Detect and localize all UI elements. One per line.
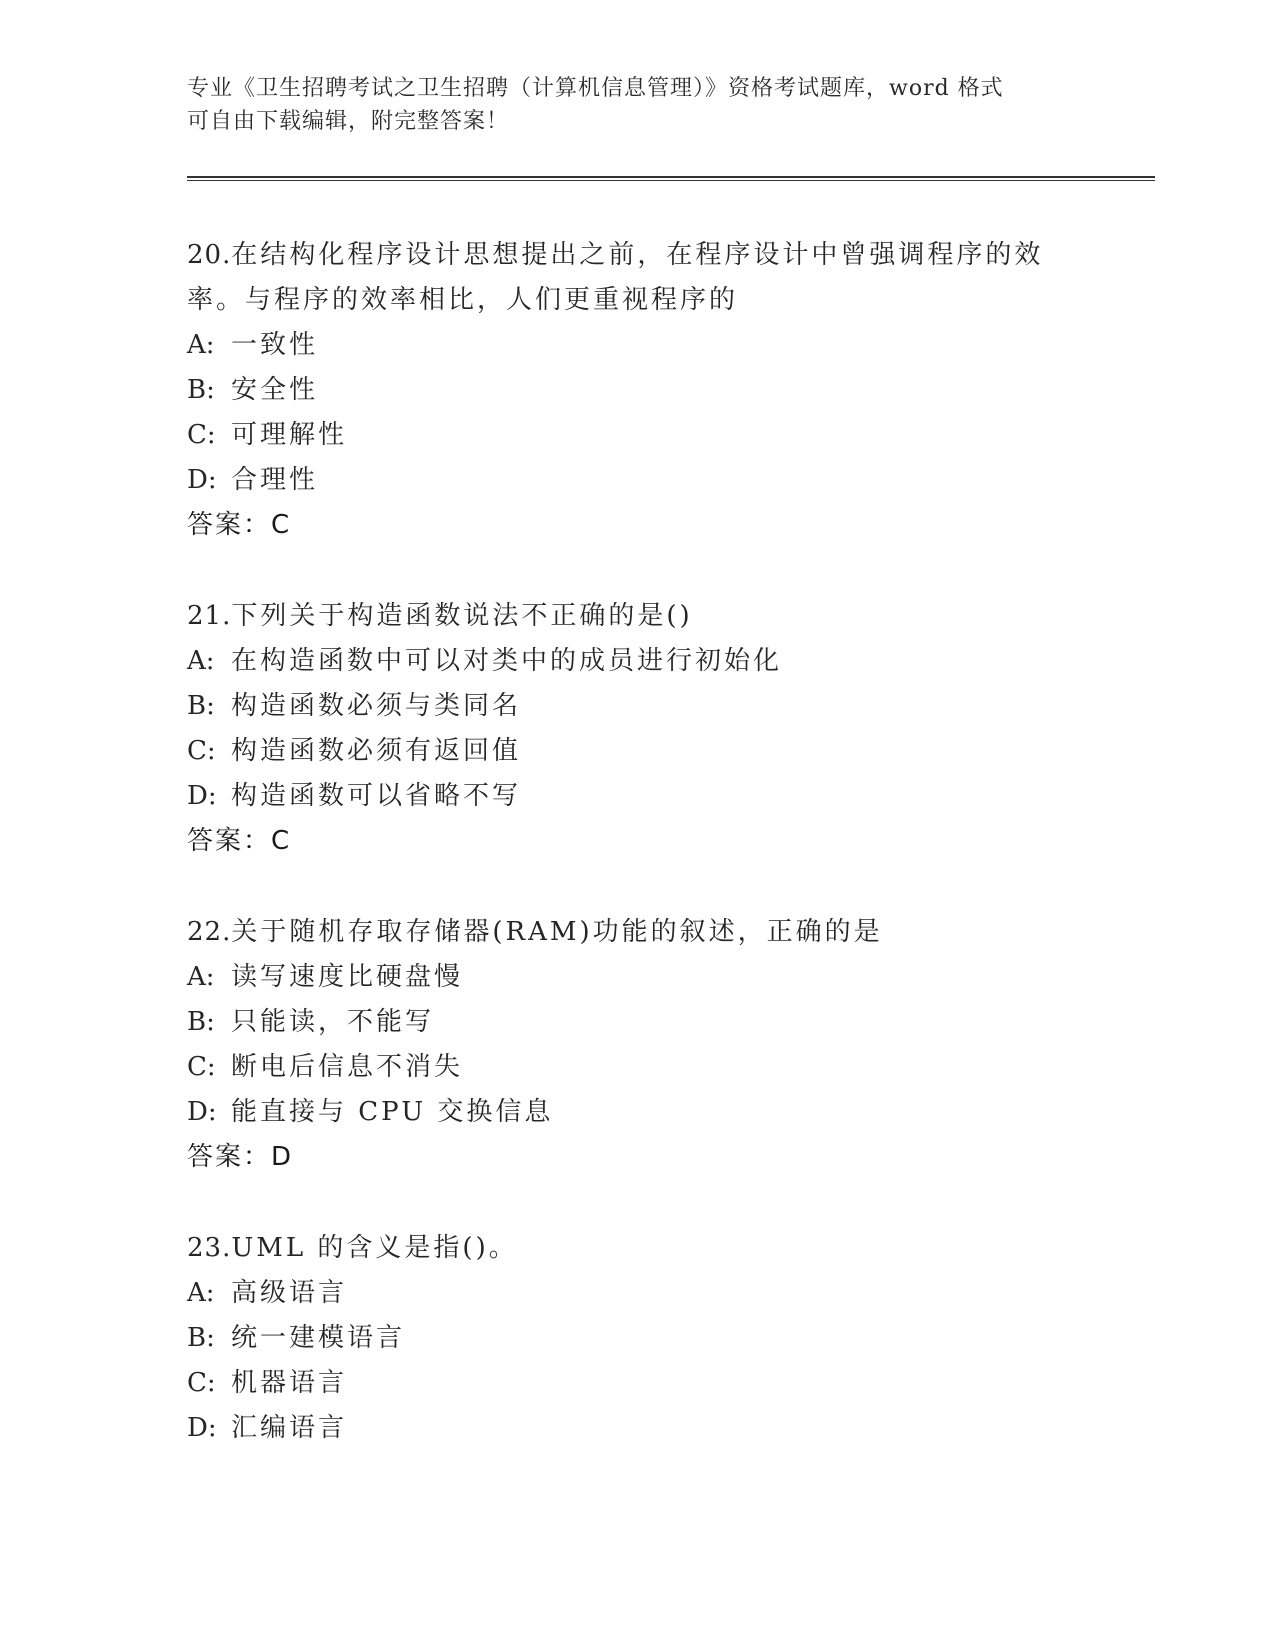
document-header xyxy=(187,72,1087,138)
option-letter: A: xyxy=(187,962,215,992)
option-text: 在构造函数中可以对类中的成员进行初始化 xyxy=(231,646,783,676)
header-line-1: 专业《卫生招聘考试之卫生招聘（计算机信息管理）》资格考试题库，word 格式 xyxy=(187,76,1004,101)
option-letter: D: xyxy=(187,1413,217,1443)
question-number: 20. xyxy=(187,240,232,270)
option-b xyxy=(187,684,1087,729)
option-text: 只能读，不能写 xyxy=(231,1007,435,1037)
question-stem: 关于随机存取存储器(RAM)功能的叙述，正确的是 xyxy=(231,917,883,947)
option-c xyxy=(187,729,1087,774)
option-a xyxy=(187,1271,1087,1316)
answer-line: 答案：D xyxy=(187,1142,294,1172)
question-number: 22. xyxy=(187,917,232,947)
option-letter: C: xyxy=(187,1368,216,1398)
option-letter: B: xyxy=(187,1323,215,1353)
option-letter: A: xyxy=(187,1278,215,1308)
question-text xyxy=(187,233,1087,323)
question-stem: UML 的含义是指()。 xyxy=(231,1233,518,1263)
option-b xyxy=(187,368,1087,413)
option-c xyxy=(187,413,1087,458)
question-stem: 下列关于构造函数说法不正确的是() xyxy=(231,601,693,631)
option-letter: C: xyxy=(187,420,216,450)
question-text xyxy=(187,1226,1087,1271)
option-text: 合理性 xyxy=(231,465,319,495)
option-b xyxy=(187,1316,1087,1361)
question-23 xyxy=(187,1226,1087,1451)
header-line-2: 可自由下载编辑，附完整答案！ xyxy=(187,109,510,134)
question-21 xyxy=(187,594,1087,864)
option-c xyxy=(187,1045,1087,1090)
option-text: 构造函数可以省略不写 xyxy=(231,781,522,811)
option-letter: C: xyxy=(187,736,216,766)
question-20 xyxy=(187,233,1087,548)
option-text: 汇编语言 xyxy=(231,1413,348,1443)
option-c xyxy=(187,1361,1087,1406)
option-text: 一致性 xyxy=(231,330,319,360)
question-text xyxy=(187,910,1087,955)
question-text xyxy=(187,594,1087,639)
option-text: 机器语言 xyxy=(231,1368,348,1398)
option-letter: B: xyxy=(187,1007,215,1037)
option-letter: A: xyxy=(187,646,215,676)
question-stem: 在结构化程序设计思想提出之前，在程序设计中曾强调程序的效率。与程序的效率相比，人们更重视程序的 xyxy=(187,240,1044,315)
option-text: 构造函数必须有返回值 xyxy=(231,736,522,766)
option-letter: C: xyxy=(187,1052,216,1082)
header-divider xyxy=(187,176,1155,181)
question-list xyxy=(187,233,1087,1497)
option-letter: B: xyxy=(187,691,215,721)
question-number: 21. xyxy=(187,601,232,631)
option-d xyxy=(187,1406,1087,1451)
option-b xyxy=(187,1000,1087,1045)
answer-line: 答案：C xyxy=(187,510,292,540)
option-d xyxy=(187,458,1087,503)
option-letter: A: xyxy=(187,330,215,360)
option-a xyxy=(187,323,1087,368)
option-letter: D: xyxy=(187,781,217,811)
option-text: 读写速度比硬盘慢 xyxy=(231,962,464,992)
option-d xyxy=(187,774,1087,819)
option-text: 构造函数必须与类同名 xyxy=(231,691,522,721)
option-text: 安全性 xyxy=(231,375,319,405)
option-d xyxy=(187,1090,1087,1135)
option-letter: D: xyxy=(187,465,217,495)
option-text: 高级语言 xyxy=(231,1278,348,1308)
option-a xyxy=(187,639,1087,684)
question-22 xyxy=(187,910,1087,1180)
option-text: 断电后信息不消失 xyxy=(231,1052,464,1082)
answer-line: 答案：C xyxy=(187,826,292,856)
option-text: 能直接与 CPU 交换信息 xyxy=(231,1097,554,1127)
option-letter: D: xyxy=(187,1097,217,1127)
option-text: 可理解性 xyxy=(231,420,348,450)
option-a xyxy=(187,955,1087,1000)
question-number: 23. xyxy=(187,1233,232,1263)
option-letter: B: xyxy=(187,375,215,405)
option-text: 统一建模语言 xyxy=(231,1323,406,1353)
